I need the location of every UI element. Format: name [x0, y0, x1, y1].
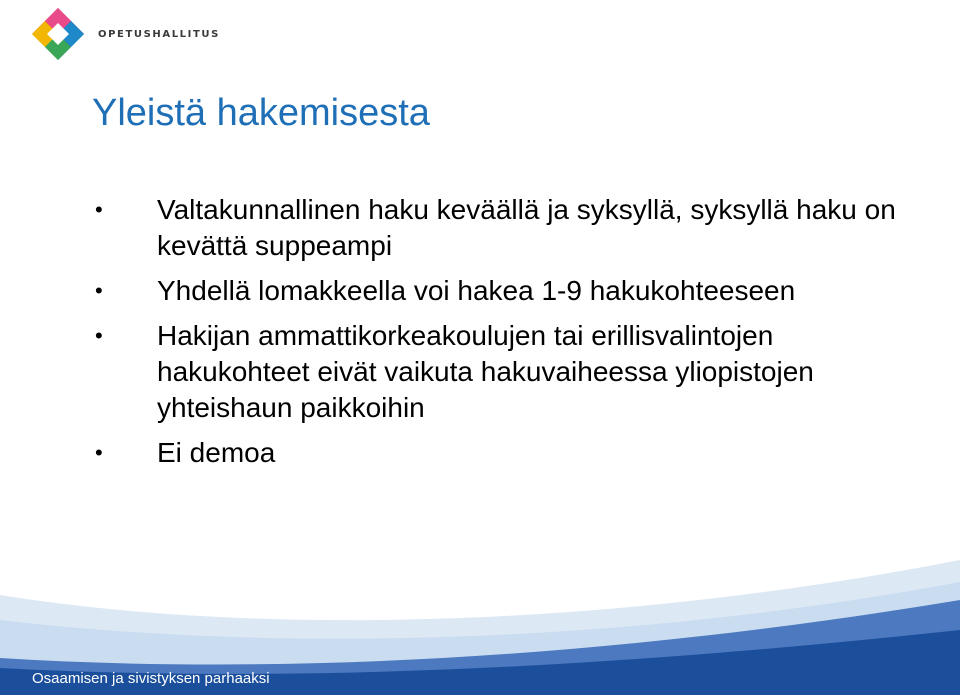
bullet-item [95, 273, 915, 309]
bullet-icon: • [95, 323, 103, 348]
bullet-item [95, 435, 915, 471]
footer [0, 560, 960, 695]
bullet-icon: • [95, 440, 103, 465]
bullet-text: Yhdellä lomakkeella voi hakea 1-9 hakukohteeseen [157, 275, 796, 306]
logo [30, 6, 220, 62]
bullet-list [95, 192, 915, 480]
org-name: OPETUSHALLITUS [98, 28, 220, 40]
footer-slogan: Osaamisen ja sivistyksen parhaaksi [32, 670, 270, 687]
bullet-item [95, 192, 915, 264]
bullet-icon: • [95, 278, 103, 303]
diamond-logo-icon [30, 6, 86, 62]
bullet-item [95, 318, 915, 426]
bullet-text: Ei demoa [157, 437, 276, 468]
bullet-text: Hakijan ammattikorkeakoulujen tai erillisvalintojen hakukohteet eivät vaikuta hakuvaiheessa yliopistojen yhteishaun paikkoihin [157, 320, 814, 423]
bullet-icon: • [95, 197, 103, 222]
slide-title: Yleistä hakemisesta [92, 92, 430, 134]
bullet-text: Valtakunnallinen haku keväällä ja syksyllä, syksyllä haku on kevättä suppeampi [157, 194, 896, 261]
